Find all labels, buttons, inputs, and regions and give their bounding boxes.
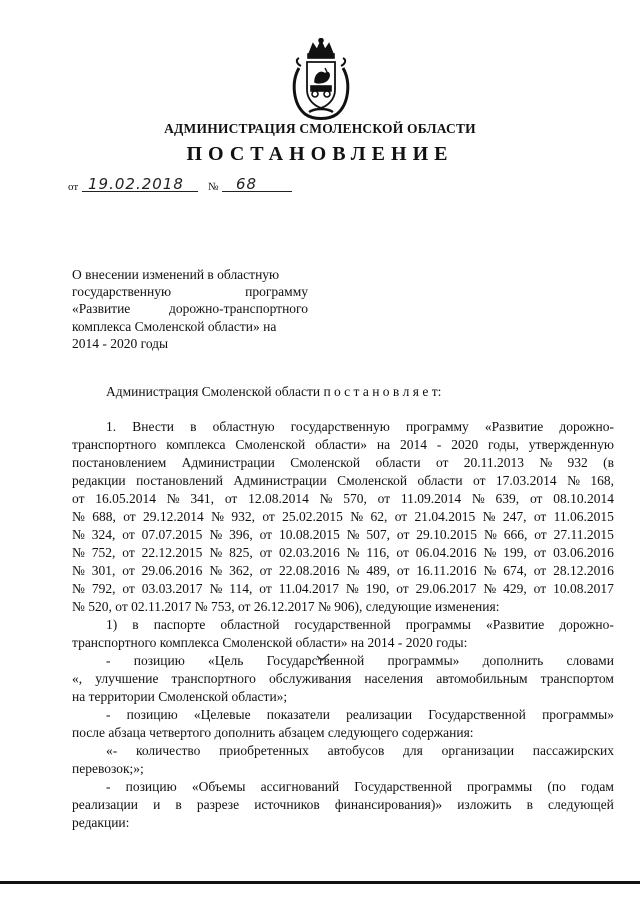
body-word: постановлением (72, 455, 167, 470)
body-word: программы (467, 779, 533, 794)
body-word: позицию (126, 707, 178, 722)
body-line (106, 653, 614, 669)
body-line: № 520, от 02.11.2017 № 753, от 26.12.2017 № 906), следующие изменения: (72, 599, 500, 614)
body-word: транспортного (171, 671, 256, 686)
body-word: области» (315, 437, 368, 452)
body-word: 10.08.2017 (553, 581, 614, 596)
date-value: 19.02.2018 (88, 175, 184, 193)
body-word: 21.04.2015 (414, 509, 476, 524)
body-word: № (482, 509, 496, 524)
body-word: 08.10.2014 (553, 491, 614, 506)
body-line (72, 527, 614, 543)
body-word: 29.06.2016 (141, 563, 203, 578)
body-word: № (72, 563, 85, 578)
body-word: ассигнований (260, 779, 340, 794)
body-word: в (175, 797, 182, 812)
body-word: 22.12.2015 (141, 545, 203, 560)
body-word: 116, (366, 545, 390, 560)
body-word: «Развитие (484, 419, 544, 434)
scan-edge-bar (0, 881, 640, 884)
body-word: 02.03.2016 (278, 545, 340, 560)
body-word: № (209, 563, 223, 578)
body-word: в (190, 419, 197, 434)
body-word: 688, (92, 509, 116, 524)
body-word: от (396, 581, 409, 596)
body-word: пассажирских (532, 743, 614, 758)
pen-mark-icon (316, 652, 330, 662)
body-word: № (209, 581, 223, 596)
body-line: на территории Смоленской области»; (72, 689, 288, 704)
body-word: позицию (133, 653, 185, 668)
body-word: 29.10.2015 (416, 527, 478, 542)
body-word: от (122, 581, 135, 596)
body-word: 247, (502, 509, 527, 524)
body-word: автомобильным (436, 671, 528, 686)
body-word: 429, (503, 581, 527, 596)
body-word: - (106, 707, 111, 722)
body-line (72, 671, 614, 687)
body-word: областной (220, 617, 280, 632)
body-word: области (375, 455, 421, 470)
body-word: от (259, 527, 273, 542)
body-word: в (132, 617, 139, 632)
body-word: 190, (365, 581, 390, 596)
body-word: 674, (503, 563, 527, 578)
subject-word: «Развитие (72, 301, 131, 317)
body-word: 29.06.2017 (415, 581, 477, 596)
number-prefix: № (208, 181, 219, 193)
body-line (72, 437, 614, 453)
body-word: реализации (72, 797, 138, 812)
body-word: 199, (503, 545, 527, 560)
subject-word: государственную (72, 284, 172, 300)
body-word: «- (106, 743, 118, 758)
body-word: финансирования)» (334, 797, 443, 812)
body-word: количество (135, 743, 201, 758)
body-word: Государственной (428, 707, 526, 722)
body-line (106, 617, 614, 633)
body-word: № (209, 527, 223, 542)
body-word: - (436, 437, 442, 452)
body-word: Смоленской (290, 455, 361, 470)
body-word: № (166, 491, 180, 506)
body-word: утвержденную (528, 437, 614, 452)
body-word: 1. (106, 419, 117, 434)
body-line (106, 707, 614, 723)
body-word: 11.06.2015 (553, 509, 614, 524)
body-word: № (319, 491, 333, 506)
subject-word: дорожно-транспортного (169, 301, 308, 317)
body-word: 62, (370, 509, 388, 524)
body-word: Государственной (266, 653, 365, 668)
body-line (72, 509, 614, 525)
body-line (72, 455, 614, 471)
body-word: 16.05.2014 (95, 491, 156, 506)
body-line: перевозок;»; (72, 761, 144, 776)
body-word: 11.04.2017 (278, 581, 339, 596)
body-word: от (72, 491, 85, 506)
body-word: 27.11.2015 (553, 527, 614, 542)
number-value: 68 (236, 175, 258, 193)
body-word: от (123, 509, 136, 524)
body-line: редакции: (72, 815, 130, 830)
body-word: в (526, 797, 533, 812)
subject-line: 2014 - 2020 годы (72, 335, 169, 351)
document-subject (72, 266, 308, 352)
body-word: 792, (91, 581, 116, 596)
body-word: № (567, 473, 580, 488)
body-word: 324, (91, 527, 116, 542)
body-word: 22.08.2016 (278, 563, 340, 578)
body-word: № (539, 455, 553, 470)
body-word: годы, (488, 437, 519, 452)
body-word: 03.03.2017 (141, 581, 203, 596)
body-word: дорожно- (559, 617, 614, 632)
body-word: для (403, 743, 423, 758)
body-word: от (262, 509, 275, 524)
body-word: от (122, 563, 135, 578)
body-word: 570, (343, 491, 367, 506)
body-word: годам (580, 779, 614, 794)
body-word: 06.04.2016 (415, 545, 477, 560)
body-word: транспортного (72, 437, 157, 452)
body-word: 1) (106, 617, 118, 632)
body-word: комплекса (166, 437, 226, 452)
body-word: улучшение (95, 671, 159, 686)
body-word: Смоленской (337, 473, 408, 488)
body-word: от (435, 455, 449, 470)
subject-line: О внесении изменений в областную (72, 267, 280, 282)
body-word: государственную (290, 419, 390, 434)
body-word: от (529, 491, 543, 506)
body-word: программы» (542, 707, 614, 722)
subject-line: комплекса Смоленской области» на (72, 318, 277, 334)
body-line (106, 419, 614, 435)
body-word: от (122, 545, 135, 560)
body-word: 666, (503, 527, 528, 542)
body-word: от (396, 527, 410, 542)
body-word: организации (441, 743, 515, 758)
body-word: 20.11.2013 (463, 455, 524, 470)
date-prefix: от (68, 181, 79, 193)
body-word: № (346, 527, 360, 542)
body-word: 17.03.2014 (495, 473, 557, 488)
body-word: областную (212, 419, 275, 434)
body-line (72, 473, 614, 489)
body-word: от (394, 509, 408, 524)
body-word: 168, (590, 473, 614, 488)
body-word: 114, (229, 581, 253, 596)
body-word: «, (72, 671, 83, 686)
body-word: (в (603, 455, 614, 470)
body-word: 2020 (451, 437, 479, 452)
body-word: Администрации (181, 455, 275, 470)
body-word: Государственной (354, 779, 452, 794)
body-word: редакции (72, 473, 126, 488)
body-line (72, 797, 614, 813)
body-word: «Целевые (193, 707, 251, 722)
body-word: области (417, 473, 463, 488)
body-word: № (72, 509, 85, 524)
body-word: 489, (366, 563, 391, 578)
body-word: автобусов (327, 743, 385, 758)
body-word: 03.06.2016 (553, 545, 614, 560)
body-word: следующей (548, 797, 614, 812)
body-word: от (396, 545, 409, 560)
body-word: 362, (229, 563, 253, 578)
body-word: от (473, 473, 486, 488)
body-word: дорожно- (559, 419, 614, 434)
body-word: программу (405, 419, 469, 434)
body-word: 396, (229, 527, 253, 542)
body-word: на (376, 437, 391, 452)
body-word: разрезе (196, 797, 240, 812)
body-word: показатели (266, 707, 330, 722)
body-line: после абзаца четвертого дополнить абзацем следующего содержания: (72, 725, 474, 740)
body-word: транспортом (540, 671, 614, 686)
body-word: «Развитие (485, 617, 545, 632)
organization-name: АДМИНИСТРАЦИЯ СМОЛЕНСКОЙ ОБЛАСТИ (164, 121, 476, 136)
body-word: от (396, 563, 410, 578)
body-word: № (209, 545, 223, 560)
body-word: № (483, 545, 497, 560)
body-word: № (72, 527, 85, 542)
body-word: от (122, 527, 135, 542)
body-word: программы (405, 617, 471, 632)
body-word: № (483, 581, 497, 596)
body-word: дополнить (482, 653, 544, 668)
body-word: паспорте (153, 617, 206, 632)
body-word: 825, (229, 545, 253, 560)
body-word: 341, (190, 491, 215, 506)
body-word: обслуживания (268, 671, 352, 686)
body-word: 932, (231, 509, 255, 524)
body-word: 12.08.2014 (248, 491, 309, 506)
body-word: 507, (366, 527, 391, 542)
body-word: населения (364, 671, 424, 686)
subject-word: программу (245, 284, 308, 300)
coat-of-arms-emblem (285, 38, 357, 122)
body-line (72, 563, 614, 579)
body-word: государственной (294, 617, 391, 632)
body-word: от (377, 491, 391, 506)
body-word: № (346, 545, 360, 560)
body-word: 25.02.2015 (282, 509, 343, 524)
body-word: № (346, 563, 360, 578)
body-word: 07.07.2015 (141, 527, 203, 542)
body-word: от (259, 563, 273, 578)
body-word: позицию (125, 779, 177, 794)
document-type-title: ПОСТАНОВЛЕНИЕ (186, 143, 454, 165)
body-word: (по (547, 779, 566, 794)
body-word: Внести (132, 419, 174, 434)
body-word: от (533, 509, 547, 524)
body-word: 16.11.2016 (416, 563, 477, 578)
body-word: «Цель (208, 653, 244, 668)
body-word: и (153, 797, 161, 812)
body-word: изложить (457, 797, 512, 812)
body-line (72, 545, 614, 561)
body-word: № (345, 581, 359, 596)
body-line (72, 491, 614, 507)
body-line (106, 743, 614, 759)
body-word: № (483, 563, 497, 578)
body-word: 2014 (399, 437, 427, 452)
body-word: 10.08.2015 (278, 527, 340, 542)
body-word: - (106, 779, 111, 794)
body-word: - (106, 653, 111, 668)
body-word: постановлений (136, 473, 224, 488)
body-line (106, 779, 614, 795)
body-word: 932 (567, 455, 588, 470)
body-word: 28.12.2016 (553, 563, 614, 578)
body-word: от (259, 545, 273, 560)
body-word: № (72, 545, 85, 560)
body-line (72, 581, 614, 597)
body-word: № (483, 527, 497, 542)
date-number-line (68, 175, 308, 195)
body-line: транспортного комплекса Смоленской области» на 2014 - 2020 годы: (72, 635, 468, 650)
body-word: от (259, 581, 272, 596)
body-word: 29.12.2014 (143, 509, 204, 524)
body-word: Администрации (233, 473, 327, 488)
body-word: № (211, 509, 225, 524)
body-word: № (350, 509, 364, 524)
subject-line (72, 283, 308, 300)
body-word: словами (566, 653, 614, 668)
body-word: № (471, 491, 485, 506)
body-word: реализации (346, 707, 413, 722)
subject-line (72, 300, 308, 317)
body-word: от (533, 545, 547, 560)
body-word: от (534, 527, 547, 542)
preamble: Администрация Смоленской области п о с т а н о в л я е т: (106, 384, 442, 399)
body-word: источников (254, 797, 320, 812)
body-word: 301, (91, 563, 116, 578)
body-word: от (533, 563, 547, 578)
body-word: «Объемы (191, 779, 246, 794)
body-word: программы» (387, 653, 460, 668)
body-word: 752, (91, 545, 116, 560)
body-word: 11.09.2014 (400, 491, 462, 506)
body-word: Смоленской (235, 437, 306, 452)
body-word: приобретенных (219, 743, 309, 758)
body-word: от (224, 491, 238, 506)
body-word: № (72, 581, 85, 596)
body-word: от (533, 581, 547, 596)
body-word: 639, (495, 491, 520, 506)
